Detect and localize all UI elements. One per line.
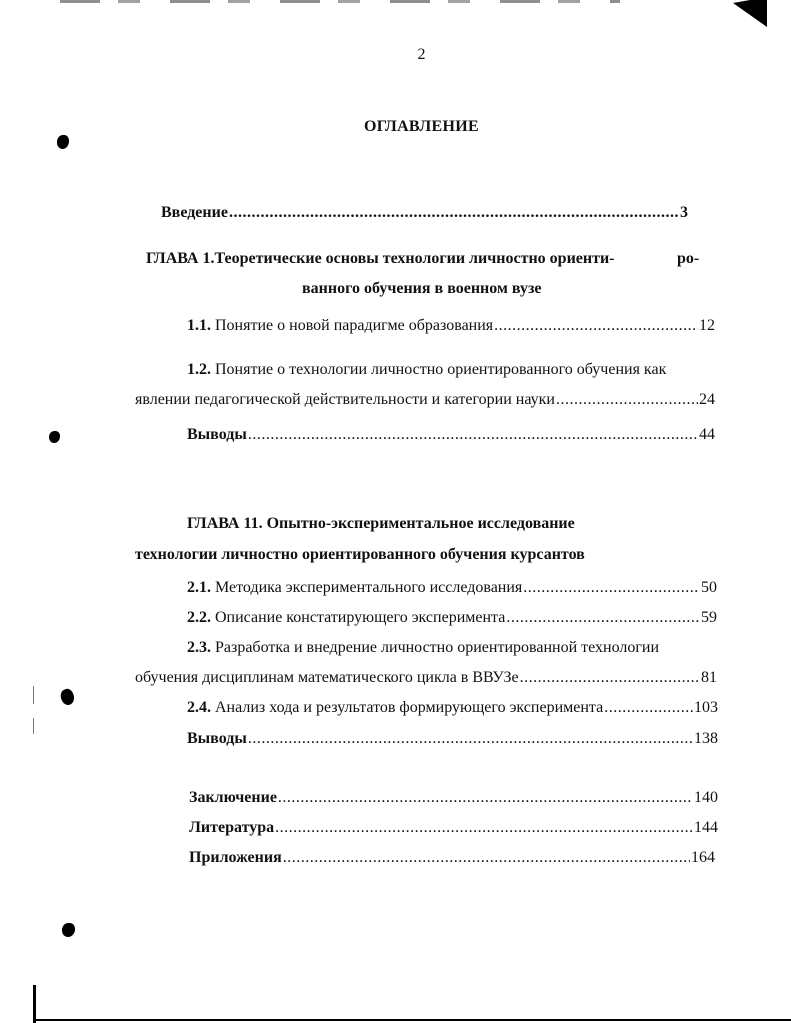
margin-blot-3 [58,687,77,707]
margin-blot-4 [62,923,75,937]
toc-leader [494,317,698,335]
chapter-2-heading-line-1: ГЛАВА 11. Опытно-экспериментальное исследование [187,515,575,532]
toc-page: 59 [701,609,717,626]
margin-tick-2 [33,718,34,734]
toc-label: Приложения [189,849,282,866]
toc-page: 3 [680,204,688,221]
toc-leader [283,849,690,867]
toc-row-1-2-line-1[interactable] [187,361,666,379]
toc-label: Введение [161,204,228,221]
toc-label: Понятие о новой парадигме образования [215,317,494,334]
toc-page: 144 [694,819,718,836]
toc-row-2-3-line-2[interactable] [135,669,717,687]
chapter-2-heading-line-2: технологии личностно ориентированного обучения курсантов [135,546,585,563]
toc-page: 81 [701,669,717,686]
toc-page: 12 [699,317,715,334]
toc-row-2-4[interactable] [187,699,718,717]
toc-row-1-2-line-2[interactable] [135,391,715,409]
page-number: 2 [417,46,426,63]
toc-label: Разработка и внедрение личностно ориентированной технологии [215,639,660,656]
toc-leader [248,426,698,444]
page-title: ОГЛАВЛЕНИЕ [364,118,479,135]
scan-artifact-top [60,0,620,3]
toc-page: 50 [701,579,717,596]
toc-row-intro[interactable] [161,204,688,222]
toc-number: 1.2. [187,361,211,378]
chapter-1-heading-line-1: ГЛАВА 1.Теоретические основы технологии личностно ориенти- [146,250,615,267]
toc-page: 103 [694,699,718,716]
toc-page: 164 [691,849,715,866]
toc-number: 2.2. [187,609,211,626]
scan-left-edge [33,985,36,1023]
toc-row-2-1[interactable] [187,579,717,597]
toc-page: 140 [694,789,718,806]
toc-row-2-3-line-1[interactable] [187,639,659,657]
toc-leader [520,669,700,687]
chapter-1-heading-line-2: ванного обучения в военном вузе [302,280,542,297]
margin-blot-1 [57,135,69,149]
toc-leader [506,609,700,627]
toc-label: Выводы [187,730,247,747]
toc-label: обучения дисциплинам математического цикла в ВВУЗе [135,669,519,686]
toc-number: 2.3. [187,639,211,656]
toc-leader [248,730,693,748]
toc-row-1-1[interactable] [187,317,715,335]
toc-row-appendices[interactable] [189,849,715,867]
toc-leader [229,204,679,222]
toc-leader [278,789,693,807]
toc-leader [604,699,693,717]
toc-leader [275,819,693,837]
scan-bottom-edge [36,1019,791,1021]
scan-corner-mark [733,0,767,33]
toc-label: Описание констатирующего эксперимента [215,609,506,626]
toc-label: Заключение [189,789,277,806]
toc-row-conclusion[interactable] [189,789,718,807]
toc-label: Анализ хода и результатов формирующего эксперимента [215,699,604,716]
toc-number: 2.4. [187,699,211,716]
toc-number: 1.1. [187,317,211,334]
toc-label: Выводы [187,426,247,443]
toc-label: Литература [189,819,275,836]
toc-row-chapter-1-conclusions[interactable] [187,426,715,444]
toc-leader [556,391,698,409]
toc-row-chapter-2-conclusions[interactable] [187,730,718,748]
margin-tick-1 [33,686,34,704]
toc-row-2-2[interactable] [187,609,717,627]
chapter-1-heading-hyphen: ро- [677,250,700,267]
toc-row-literature[interactable] [189,819,718,837]
toc-page: 24 [699,391,715,408]
toc-label: Понятие о технологии личностно ориентированного обучения как [215,361,667,378]
toc-label: явлении педагогической действительности и категории науки [135,391,555,408]
toc-page: 44 [699,426,715,443]
margin-blot-2 [49,431,60,443]
toc-leader [523,579,700,597]
toc-page: 138 [694,730,718,747]
toc-number: 2.1. [187,579,211,596]
toc-label: Методика экспериментального исследования [215,579,523,596]
